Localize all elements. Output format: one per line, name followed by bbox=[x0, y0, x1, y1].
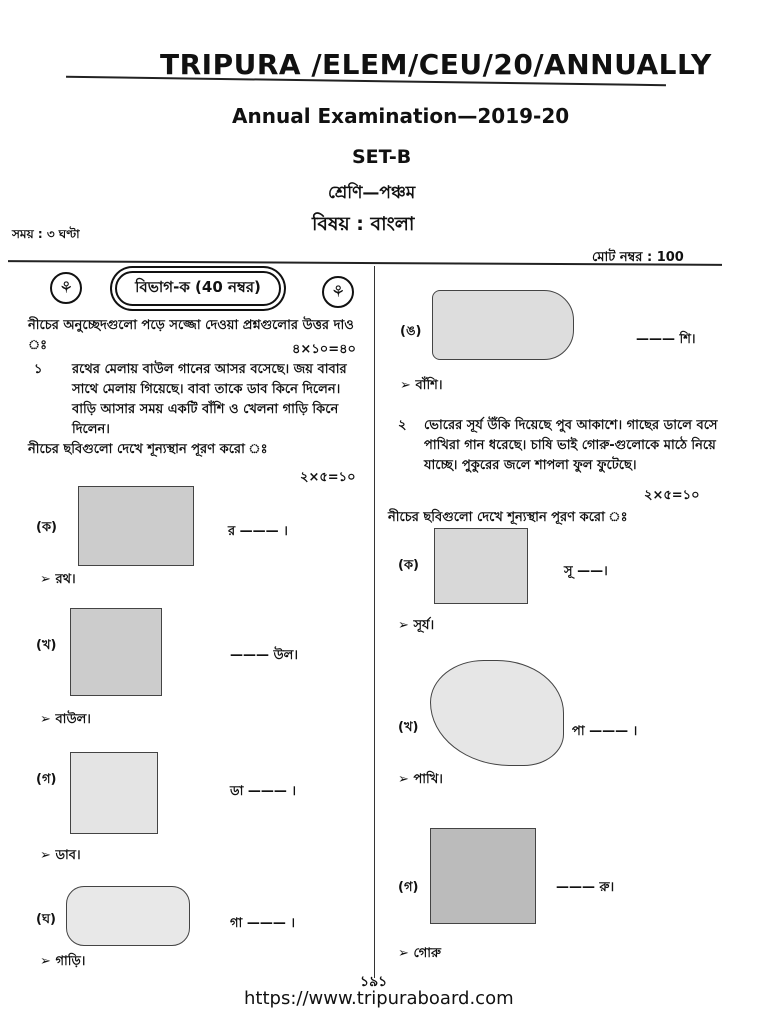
coconut-image bbox=[70, 752, 158, 834]
left-fill-marks: ২×৫=১০ bbox=[300, 470, 356, 485]
blank-text: ডা ——— । bbox=[230, 784, 297, 799]
page-number: ১৯১ bbox=[360, 974, 388, 990]
q2-number: ২ bbox=[398, 418, 407, 433]
right-emblem-icon: ⚘ bbox=[322, 276, 354, 308]
answer-text: ➢ বাঁশি। bbox=[400, 378, 443, 393]
blank-text: ——— উল। bbox=[230, 648, 298, 663]
left-instruction: নীচের অনুচ্ছেদগুলো পড়ে সজ্জো দেওয়া প্রশ্নগুলোর উত্তর দাও ঃ bbox=[28, 318, 354, 353]
left-fill-instruction: নীচের ছবিগুলো দেখে শূন্যস্থান পূরণ করো ঃ bbox=[28, 442, 268, 457]
blank-text: পা ——— । bbox=[572, 724, 638, 739]
answer-text: ➢ গোরু bbox=[398, 946, 441, 961]
arrow-icon: ➢ bbox=[40, 848, 51, 863]
q2-passage: ভোরের সূর্য উঁকি দিয়েছে পুব আকাশে। গাছের ডালে বসে পাখিরা গান ধরেছে। চাষি ভাই গোরু-গুলোকে মাঠে নিয়ে যাচ্ছে। পুকুরের জলে শাপলা ফুল ফুটেছে। bbox=[424, 418, 718, 473]
answer-text: ➢ ডাব। bbox=[40, 848, 81, 863]
item-label: (ঘ) bbox=[36, 912, 56, 927]
blank-text: গা ——— । bbox=[230, 916, 295, 931]
time-label: সময় : ৩ ঘণ্টা bbox=[12, 227, 80, 241]
left-emblem-icon: ⚘ bbox=[50, 272, 82, 304]
item-label: (খ) bbox=[36, 638, 57, 653]
arrow-icon: ➢ bbox=[400, 378, 411, 393]
cow-image bbox=[430, 828, 536, 924]
arrow-icon: ➢ bbox=[398, 618, 409, 633]
item-label: (ক) bbox=[36, 520, 57, 535]
baul-image bbox=[70, 608, 162, 696]
blank-text: ——— শি। bbox=[636, 332, 696, 347]
subject-label: বিষয় : বাংলা bbox=[312, 213, 415, 235]
q2-marks: ২×৫=১০ bbox=[644, 488, 700, 503]
answer-text: ➢ পাখি। bbox=[398, 772, 443, 787]
blank-text: সূ ——। bbox=[564, 564, 608, 579]
class-label: শ্রেণি—পঞ্চম bbox=[328, 183, 416, 203]
arrow-icon: ➢ bbox=[40, 954, 51, 969]
blank-text: র ——— । bbox=[228, 524, 288, 539]
blank-text: ——— রু। bbox=[556, 880, 615, 895]
q1-number: ১ bbox=[34, 362, 43, 377]
item-label: (ক) bbox=[398, 558, 419, 573]
arrow-icon: ➢ bbox=[398, 946, 409, 961]
q1-passage: রথের মেলায় বাউল গানের আসর বসেছে। জয় বাবার সাথে মেলায় গিয়েছে। বাবা তাকে ডাব কিনে দিলেন। বাড়ি আসার সময় একটি বাঁশি ও খেলনা গাড়ি কিনে দিলেন। bbox=[72, 362, 347, 437]
right-fill-instruction: নীচের ছবিগুলো দেখে শূন্যস্থান পূরণ করো ঃ bbox=[388, 510, 628, 525]
section-banner bbox=[48, 268, 348, 308]
chariot-image bbox=[78, 486, 194, 566]
answer-text: ➢ রথ। bbox=[40, 572, 76, 587]
arrow-icon: ➢ bbox=[40, 712, 51, 727]
arrow-icon: ➢ bbox=[40, 572, 51, 587]
item-label: (ঙ) bbox=[400, 324, 422, 339]
bird-image bbox=[430, 660, 564, 766]
item-label: (খ) bbox=[398, 720, 419, 735]
answer-text: ➢ বাউল। bbox=[40, 712, 91, 727]
sun-image bbox=[434, 528, 528, 604]
source-url: https://www.tripuraboard.com bbox=[244, 988, 514, 1009]
set-label: SET-B bbox=[352, 146, 412, 168]
left-instruction-marks: ৪×১০=৪০ bbox=[292, 342, 356, 357]
document-title: TRIPURA /ELEM/CEU/20/ANNUALLY bbox=[160, 48, 712, 81]
column-divider bbox=[374, 266, 375, 978]
answer-text: ➢ গাড়ি। bbox=[40, 954, 86, 969]
whistle-image bbox=[432, 290, 574, 360]
answer-text: ➢ সূর্য। bbox=[398, 618, 435, 633]
total-marks: মোট নম্বর : 100 bbox=[592, 250, 684, 265]
car-image bbox=[66, 886, 190, 946]
arrow-icon: ➢ bbox=[398, 772, 409, 787]
item-label: (গ) bbox=[36, 772, 57, 787]
item-label: (গ) bbox=[398, 880, 419, 895]
exam-title: Annual Examination—2019-20 bbox=[232, 104, 570, 128]
section-label: বিভাগ-ক (40 নম্বর) bbox=[115, 271, 281, 306]
